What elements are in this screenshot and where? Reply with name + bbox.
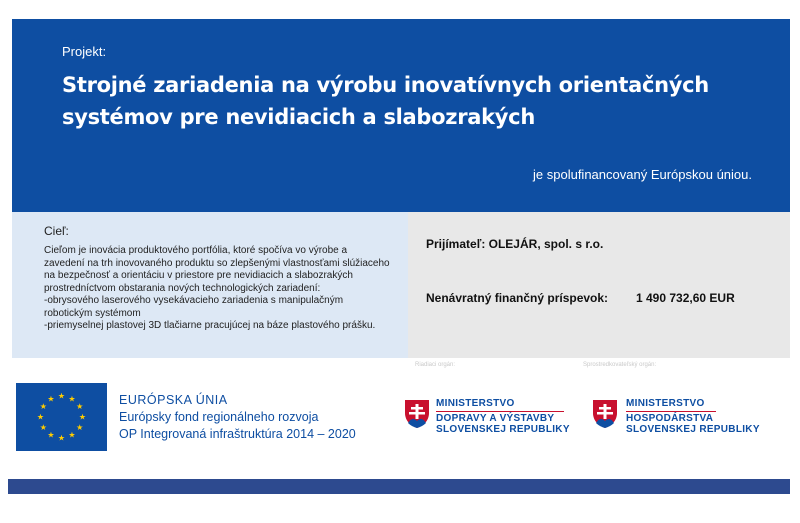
eu-star-icon: ★ — [39, 402, 47, 411]
eu-star-icon: ★ — [78, 412, 87, 422]
ministry-economy-line2: HOSPODÁRSTVA — [626, 412, 714, 424]
eu-star-icon: ★ — [39, 423, 47, 432]
goal-panel — [12, 212, 408, 358]
eu-programme: OP Integrovaná infraštruktúra 2014 – 2020 — [119, 427, 356, 441]
ministry-transport-line3: SLOVENSKEJ REPUBLIKY — [436, 424, 570, 435]
slovak-crest-icon — [592, 399, 618, 429]
project-label: Projekt: — [62, 44, 107, 59]
eu-flag-logo — [16, 383, 107, 451]
grant-label: Nenávratný finančný príspevok: — [426, 291, 609, 305]
ministry-transport-divider — [436, 411, 564, 412]
eu-star-icon: ★ — [47, 394, 55, 404]
slovak-crest-icon — [404, 399, 430, 429]
ministry-economy-line3: SLOVENSKEJ REPUBLIKY — [626, 424, 760, 435]
ministry-economy-text — [626, 398, 760, 436]
eu-star-icon: ★ — [36, 412, 45, 422]
project-title: Strojné zariadenia na výrobu inovatívnych orientačných systémov pre nevidiacich a slabozrakých — [62, 73, 709, 129]
eu-star-icon: ★ — [76, 402, 84, 411]
eu-text-block — [119, 392, 356, 443]
eu-stars-icon — [16, 383, 107, 451]
grant-amount: 1 490 732,60 EUR — [636, 291, 735, 305]
ministry-transport-line1: MINISTERSTVO — [436, 398, 515, 409]
goal-text: Cieľom je inovácia produktového portfólia, ktoré spočíva vo výrobe a zavedení na trh inovovaného produktu so zlepšenými vlastnosťami slúžiaceho na bezpečnosť a orientáciu v priestore pre nevidiacich a slabozrakých prostredníctvom obstarania nových technologických zariadení: -obrysového laserového vysekávacieho zariadenia s manipulačným robotickým systémom -priemyselnej plastovej 3D tlačiarne pracujúcej na báze plastového prášku. — [44, 245, 390, 331]
project-banner — [12, 19, 790, 212]
eu-star-icon: ★ — [68, 430, 76, 440]
cofinanced-note: je spolufinancovaný Európskou úniou. — [533, 167, 752, 182]
ministry-economy-line1: MINISTERSTVO — [626, 398, 705, 409]
intermediate-organ-label: Sprostredkovateľský orgán: — [583, 362, 657, 368]
eu-star-icon: ★ — [57, 433, 66, 443]
funding-panel — [408, 212, 790, 358]
ministry-transport-line2: DOPRAVY A VÝSTAVBY — [436, 412, 555, 424]
ministry-transport-text — [436, 398, 570, 436]
eu-star-icon: ★ — [47, 430, 55, 440]
eu-star-icon: ★ — [57, 391, 66, 401]
bottom-bar — [8, 479, 790, 494]
eu-star-icon: ★ — [68, 394, 76, 404]
managing-organ-label: Riadiaci orgán: — [415, 362, 456, 368]
eu-star-icon: ★ — [76, 423, 84, 432]
eu-fund: Európsky fond regionálneho rozvoja — [119, 410, 319, 424]
recipient-text: Prijímateľ: OLEJÁR, spol. s r.o. — [426, 237, 604, 251]
eu-name: EURÓPSKA ÚNIA — [119, 393, 228, 407]
goal-heading: Cieľ: — [44, 224, 69, 238]
ministry-economy-divider — [626, 411, 716, 412]
